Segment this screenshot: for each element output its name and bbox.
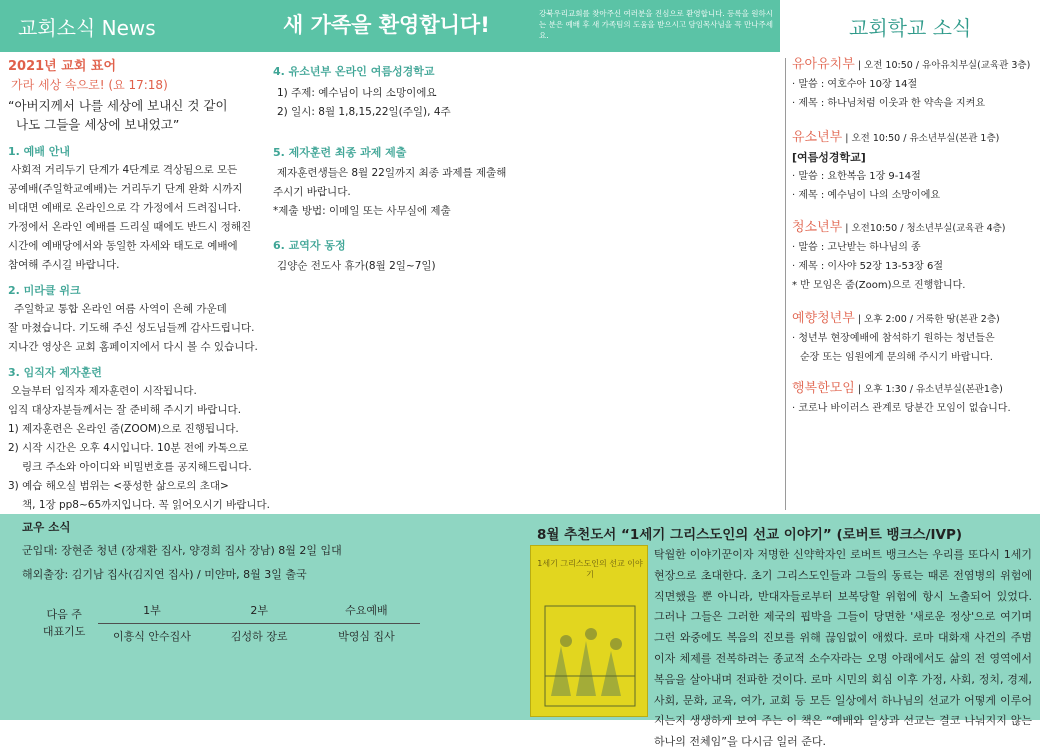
prayer-label-line: 대표기도: [42, 625, 86, 638]
miracle-line: 주일학교 통합 온라인 여름 사역이 은혜 가운데: [14, 303, 227, 315]
dept-meta: | 오전 10:50 / 유소년부실(본관 1층): [842, 133, 1000, 144]
assignment-line: *제출 방법: 이메일 또는 사무실에 제출: [273, 205, 451, 217]
motto-title: 2021년 교회 표어: [8, 59, 117, 74]
worship-line: 공예배(주일학교예배)는 거리두기 단계 완화 시까지: [8, 183, 243, 195]
dept-line: · 말씀 : 여호수아 10장 14절: [792, 79, 918, 90]
dept-meta: | 오후 2:00 / 거룩한 땅(본관 2층): [854, 314, 1000, 325]
dept-teen: [792, 218, 1037, 295]
vbs-line: 1) 주제: 예수님이 나의 소망이에요: [277, 87, 437, 99]
miracle-line: 잘 마쳤습니다. 기도해 주신 성도님들께 감사드립니다.: [8, 322, 255, 334]
section-staff-title: 6. 교역자 동정: [273, 239, 346, 252]
dept-name: 청소년부: [792, 220, 843, 235]
prayer-header: 2부: [206, 597, 313, 623]
staff-line: 김양순 전도사 휴가(8월 2일~7일): [277, 260, 436, 272]
book-description: 탁월한 이야기꾼이자 저명한 신약학자인 로버트 뱅크스는 우리를 또다시 1세기 현장으로 초대한다. 초기 그리스도인들과 그들의 동료는 때론 전염병의 위험에 직면했을 뿐 아니라, 반대자들로부터 보복당할 위험에 항시 노출되어 있었다. 그러나 그들은 그러한 제국의 핍박을 그들이 당면한 '새로운 정상'으로 여기며 그런 와중에도 복음의 진보를 위해 끊임없이 애썼다. 로마 대화재 사건의 주범이자 체제를 전복하려는 종교적 소수자라는 오명 아래에서도 삶의 전 영역에서 복음을 살아내며 전파한 것이다. 로마 시민의 회심 이후 가정, 사회, 정치, 경제, 사회, 문화, 교육, 여가, 교회 등 모든 일상에서 하나님의 선교가 어떻게 이루어지는지 생생하게 보여 주는 이 책은 “예배와 일상과 선교는 결코 나눠지지 않는 하나의 전체임”을 다시금 일러 준다.: [654, 548, 1032, 749]
dept-name: 행복한모임: [792, 381, 855, 396]
dept-meta: | 오후 1:30 / 유소년부실(본관1층): [854, 384, 1003, 395]
dept-line: · 제목 : 이사야 52장 13-53장 6절: [792, 261, 944, 272]
worship-line: 참여해 주시길 바랍니다.: [8, 259, 120, 271]
dept-name: 유아유치부: [792, 57, 855, 72]
member-news: [22, 515, 492, 587]
prayer-header: 1부: [98, 597, 205, 623]
motto-verse: 가라 세상 속으로! (요 17:18): [11, 78, 168, 92]
dept-meta: | 오전 10:50 / 유아유치부실(교육관 3층): [854, 60, 1031, 71]
section-worship-title: 1. 예배 안내: [8, 145, 70, 158]
left-column: [8, 57, 270, 515]
training-line: 2) 시작 시간은 오후 4시입니다. 10분 전에 카톡으로: [8, 442, 249, 454]
news-title: 교회소식 News: [18, 16, 156, 40]
dept-line: · 말씀 : 요한복음 1장 9-14절: [792, 171, 921, 182]
prayer-table-block: [30, 597, 420, 649]
dept-line: [여름성경학교]: [792, 151, 866, 164]
training-line: 1) 제자훈련은 온라인 줌(ZOOM)으로 진행됩니다.: [8, 423, 239, 435]
church-school-title: 교회학교 소식: [849, 16, 972, 40]
book-cover-image: [530, 545, 648, 717]
training-line: 책, 1장 pp8~65까지입니다. 꼭 읽어오시기 바랍니다.: [22, 499, 270, 511]
section-vbs-title: 4. 유소년부 온라인 여름성경학교: [273, 65, 435, 78]
section-training-title: 3. 임직자 제자훈련: [8, 366, 102, 379]
dept-name: 유소년부: [792, 130, 843, 145]
vbs-line: 2) 일시: 8월 1,8,15,22일(주일), 4주: [277, 106, 451, 118]
section-training-body: [8, 382, 270, 515]
worship-line: 사회적 거리두기 단계가 4단계로 격상됨으로 모든: [11, 164, 238, 176]
training-line: 임직 대상자분들께서는 잘 준비해 주시기 바랍니다.: [8, 404, 242, 416]
dept-young-adult: [792, 309, 1037, 367]
dept-meta: | 오전10:50 / 청소년부실(교육관 4층): [842, 223, 1006, 234]
member-news-title: 교우 소식: [22, 520, 71, 534]
training-line: 오늘부터 임직자 제자훈련이 시작됩니다.: [11, 385, 197, 397]
prayer-name: 박영심 집사: [338, 630, 395, 644]
dept-line: 순장 또는 임원에게 문의해 주시기 바랍니다.: [800, 352, 993, 363]
dept-name: 예향청년부: [792, 311, 855, 326]
dept-line: · 말씀 : 고난받는 하나님의 종: [792, 242, 921, 253]
dept-happy-group: [792, 379, 1037, 418]
prayer-name: 김성하 장로: [230, 630, 288, 644]
section-miracle-title: 2. 미라클 위크: [8, 284, 81, 297]
dept-line: * 반 모임은 줌(Zoom)으로 진행합니다.: [792, 280, 966, 291]
member-news-line: 해외출장: 김기남 집사(김지연 집사) / 미얀마, 8월 3일 출국: [22, 568, 307, 581]
worship-line: 가정에서 온라인 예배를 드리실 때에도 반드시 정해진: [8, 221, 252, 233]
dept-line: · 제목 : 하나님처럼 이웃과 한 약속을 지켜요: [792, 98, 986, 109]
assignment-line: 제자훈련생들은 8월 22일까지 최종 과제를 제출해: [277, 167, 507, 179]
middle-column: [273, 62, 523, 276]
dept-line: · 제목 : 예수님이 나의 소망이에요: [792, 190, 941, 201]
prayer-label: [30, 597, 98, 649]
section-miracle-body: [8, 300, 270, 357]
assignment-line: 주시기 바랍니다.: [273, 186, 351, 198]
welcome-note: 강북우리교회를 찾아주신 여러분을 진심으로 환영합니다. 등록을 원하시는 분은 예배 후 새 가족팀의 도움을 받으시고 담임목사님을 꼭 만나주세요.: [539, 9, 774, 40]
right-column: [792, 55, 1037, 418]
prayer-table: [30, 597, 420, 649]
dept-line: · 코로나 바이러스 관계로 당분간 모임이 없습니다.: [792, 403, 1011, 414]
worship-line: 시간에 예배당에서와 동일한 자세와 태도로 예배에: [8, 240, 238, 252]
book-cover-title: 1세기 그리스도인의 선교 이야기: [537, 559, 643, 579]
dept-kindergarten: [792, 55, 1037, 113]
member-news-line: 군입대: 장현준 청년 (장재환 집사, 양경희 집사 장남) 8월 2일 입대: [22, 544, 342, 557]
prayer-name: 이흥식 안수집사: [112, 630, 191, 644]
training-line: 링크 주소와 아이디와 비밀번호를 공지해드립니다.: [22, 461, 252, 473]
dept-line: · 청년부 현장예배에 참석하기 원하는 청년들은: [792, 333, 995, 344]
prayer-header: 수요예배: [313, 597, 420, 623]
prayer-label-line: 다음 주: [46, 608, 82, 621]
welcome-title: 새 가족을 환영합니다!: [283, 13, 490, 37]
worship-line: 비대면 예배로 온라인으로 각 가정에서 드려집니다.: [8, 202, 242, 214]
section-assignment-title: 5. 제자훈련 최종 과제 제출: [273, 146, 407, 159]
training-line: 3) 예습 해오실 범위는 <풍성한 삶으로의 초대>: [8, 480, 229, 492]
motto-quote-line1: “아버지께서 나를 세상에 보내신 것 같이: [8, 98, 228, 113]
section-worship-body: [8, 161, 270, 275]
book-cover-illustration: [531, 546, 649, 718]
book-title: 8월 추천도서 “1세기 그리스도인의 선교 이야기” (로버트 뱅크스/IVP): [537, 527, 963, 543]
miracle-line: 지나간 영상은 교회 홈페이지에서 다시 볼 수 있습니다.: [8, 341, 258, 353]
dept-youth: [792, 128, 1037, 205]
motto-quote-line2: 나도 그들을 세상에 보내었고”: [16, 117, 180, 132]
column-divider: [785, 58, 786, 510]
